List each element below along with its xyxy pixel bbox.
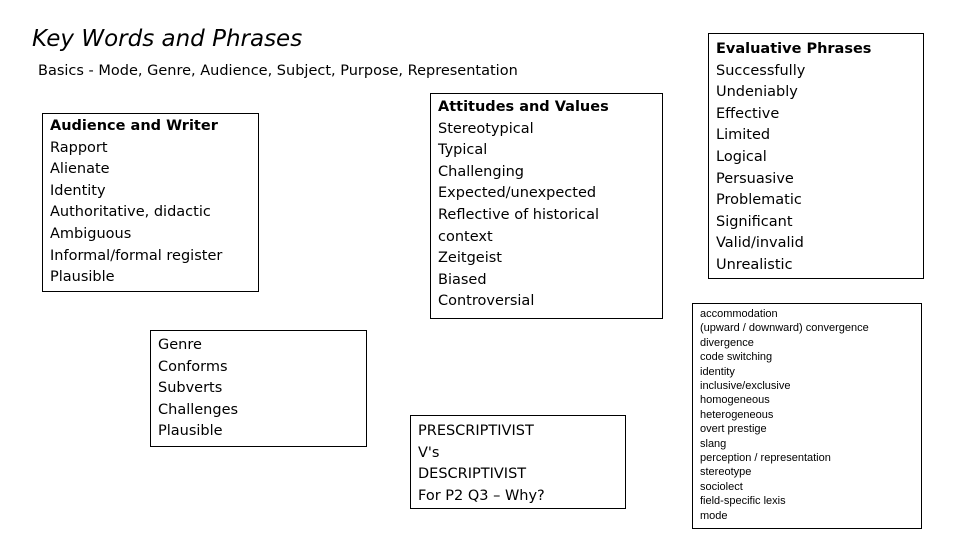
list-item: Undeniably <box>716 84 798 101</box>
list-item: Identity <box>50 182 106 199</box>
list-item: Expected/unexpected <box>438 185 597 202</box>
list-item: field-specific lexis <box>700 495 786 508</box>
list-item: Informal/formal register <box>50 247 223 264</box>
list-item: Controversial <box>438 293 535 310</box>
list-item: context <box>438 228 493 245</box>
list-item: slang <box>700 437 727 450</box>
list-item: Effective <box>716 105 780 122</box>
list-item: V's <box>418 444 440 461</box>
list-item: accommodation <box>700 308 778 320</box>
genre-heading: Genre <box>158 337 202 353</box>
evaluative-phrases-box <box>708 33 924 279</box>
evaluative-phrases-list <box>716 61 923 277</box>
list-item: Rapport <box>50 139 108 156</box>
list-item: Plausible <box>158 423 223 440</box>
list-item: homogeneous <box>700 394 770 407</box>
list-item: PRESCRIPTIVIST <box>418 423 534 439</box>
list-item: Stereotypical <box>438 120 534 137</box>
audience-writer-heading: Audience and Writer <box>50 118 218 134</box>
list-item: Biased <box>438 271 487 288</box>
list-item: DESCRIPTIVIST <box>418 466 527 483</box>
sociolinguistics-terms-list <box>700 307 921 523</box>
list-item: Authoritative, didactic <box>50 204 211 221</box>
audience-writer-box <box>42 113 259 292</box>
list-item: code switching <box>700 351 773 364</box>
list-item: Unrealistic <box>716 256 793 273</box>
prescriptivist-list <box>418 421 625 507</box>
list-item: stereotype <box>700 466 752 479</box>
attitudes-values-heading: Attitudes and Values <box>438 99 609 115</box>
list-item: Significant <box>716 213 793 230</box>
list-item: Subverts <box>158 380 223 397</box>
list-item: mode <box>700 509 728 522</box>
list-item: Reflective of historical <box>438 206 599 223</box>
list-item: inclusive/exclusive <box>700 380 791 393</box>
list-item: perception / representation <box>700 452 831 465</box>
page-title: Key Words and Phrases <box>32 26 303 52</box>
evaluative-phrases-heading: Evaluative Phrases <box>716 41 872 57</box>
list-item: Plausible <box>50 269 115 286</box>
list-item: For P2 Q3 – Why? <box>418 487 545 504</box>
list-item: Successfully <box>716 62 806 79</box>
list-item: Conforms <box>158 358 228 375</box>
list-item: identity <box>700 365 735 378</box>
prescriptivist-box <box>410 415 626 509</box>
list-item: Problematic <box>716 192 802 209</box>
audience-writer-list <box>50 138 258 289</box>
list-item: Valid/invalid <box>716 235 804 252</box>
list-item: Typical <box>438 142 488 159</box>
list-item: Persuasive <box>716 170 794 187</box>
sociolinguistics-terms-box <box>692 303 922 529</box>
genre-box <box>150 330 367 447</box>
list-item: divergence <box>700 336 754 349</box>
list-item: overt prestige <box>700 423 767 436</box>
list-item: heterogeneous <box>700 408 774 421</box>
attitudes-values-list <box>438 119 662 313</box>
list-item: sociolect <box>700 480 743 493</box>
list-item: (upward / downward) convergence <box>700 322 869 335</box>
attitudes-values-box <box>430 93 663 319</box>
list-item: Limited <box>716 127 771 144</box>
list-item: Alienate <box>50 161 110 178</box>
list-item: Challenging <box>438 163 524 180</box>
list-item: Challenges <box>158 401 239 418</box>
list-item: Logical <box>716 148 767 165</box>
list-item: Zeitgeist <box>438 250 502 267</box>
genre-list <box>158 357 366 443</box>
page-subtitle: Basics - Mode, Genre, Audience, Subject, Purpose, Representation <box>38 63 518 79</box>
list-item: Ambiguous <box>50 225 132 242</box>
